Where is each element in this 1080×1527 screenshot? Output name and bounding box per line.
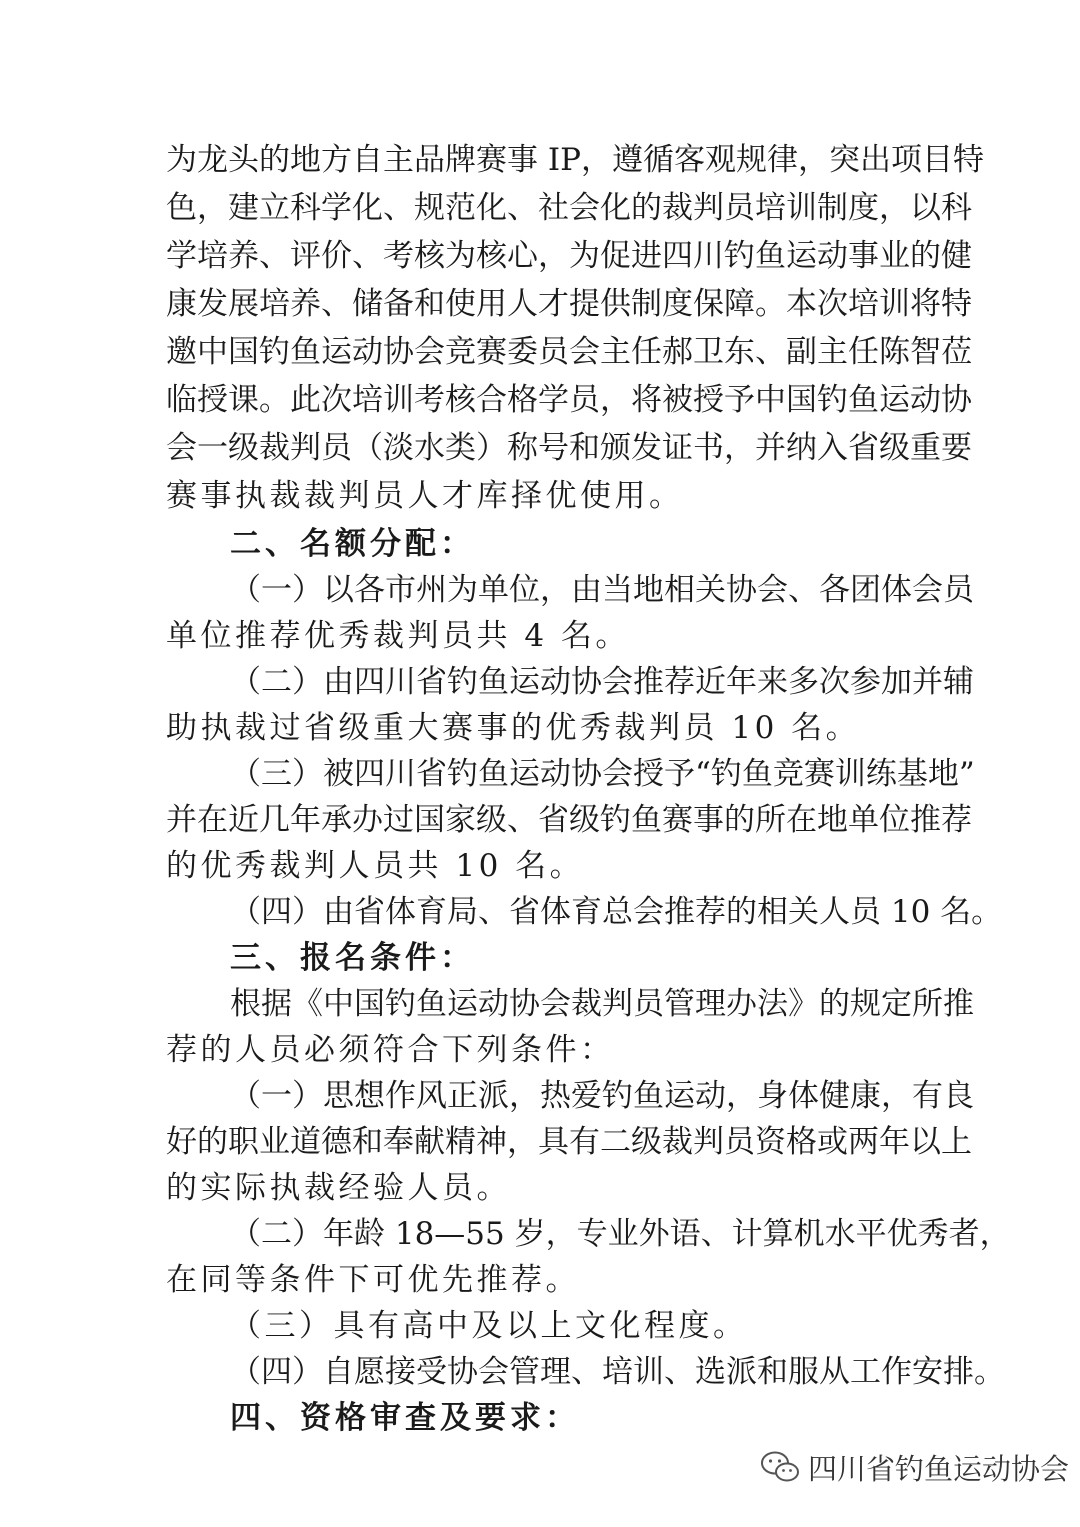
wechat-icon xyxy=(760,1450,800,1484)
body-line: 康发展培养、储备和使用人才提供制度保障。本次培训将特 xyxy=(166,286,972,322)
body-line: 助执裁过省级重大赛事的优秀裁判员 10 名。 xyxy=(166,710,861,746)
body-line: （三）被四川省钓鱼运动协会授予“钓鱼竞赛训练基地” xyxy=(230,756,975,792)
body-line: 荐的人员必须符合下列条件： xyxy=(166,1032,615,1068)
section-heading: 三、报名条件： xyxy=(230,940,475,976)
body-line: 并在近几年承办过国家级、省级钓鱼赛事的所在地单位推荐 xyxy=(166,802,972,838)
section-heading: 四、资格审查及要求： xyxy=(230,1400,580,1436)
body-line: 的优秀裁判人员共 10 名。 xyxy=(166,848,585,884)
body-line: 根据《中国钓鱼运动协会裁判员管理办法》的规定所推 xyxy=(230,986,974,1022)
body-line: 为龙头的地方自主品牌赛事 IP，遵循客观规律，突出项目特 xyxy=(166,142,984,178)
wechat-watermark xyxy=(760,1442,1069,1492)
section-heading: 二、名额分配： xyxy=(230,526,475,562)
body-line: 赛事执裁裁判员人才库择优使用。 xyxy=(166,478,684,514)
body-line: 色，建立科学化、规范化、社会化的裁判员培训制度，以科 xyxy=(166,190,972,226)
body-line: 单位推荐优秀裁判员共 4 名。 xyxy=(166,618,630,654)
body-line: （四）由省体育局、省体育总会推荐的相关人员 10 名。 xyxy=(230,894,1003,930)
body-line: （四）自愿接受协会管理、培训、选派和服从工作安排。 xyxy=(230,1354,1005,1390)
body-line: （一）以各市州为单位，由当地相关协会、各团体会员 xyxy=(230,572,974,608)
body-line: （二）由四川省钓鱼运动协会推荐近年来多次参加并辅 xyxy=(230,664,974,700)
body-line: 学培养、评价、考核为核心，为促进四川钓鱼运动事业的健 xyxy=(166,238,972,274)
body-line: 邀中国钓鱼运动协会竞赛委员会主任郝卫东、副主任陈智莅 xyxy=(166,334,972,370)
body-line: 临授课。此次培训考核合格学员，将被授予中国钓鱼运动协 xyxy=(166,382,972,418)
body-line: （二）年龄 18—55 岁，专业外语、计算机水平优秀者， xyxy=(230,1216,1011,1252)
body-line: （一）思想作风正派，热爱钓鱼运动，身体健康，有良 xyxy=(230,1078,974,1114)
body-line: （三）具有高中及以上文化程度。 xyxy=(230,1308,748,1344)
body-line: 在同等条件下可优先推荐。 xyxy=(166,1262,580,1298)
body-line: 好的职业道德和奉献精神，具有二级裁判员资格或两年以上 xyxy=(166,1124,972,1160)
body-line: 会一级裁判员（淡水类）称号和颁发证书，并纳入省级重要 xyxy=(166,430,972,466)
body-line: 的实际执裁经验人员。 xyxy=(166,1170,511,1206)
watermark-text: 四川省钓鱼运动协会 xyxy=(808,1451,1070,1486)
